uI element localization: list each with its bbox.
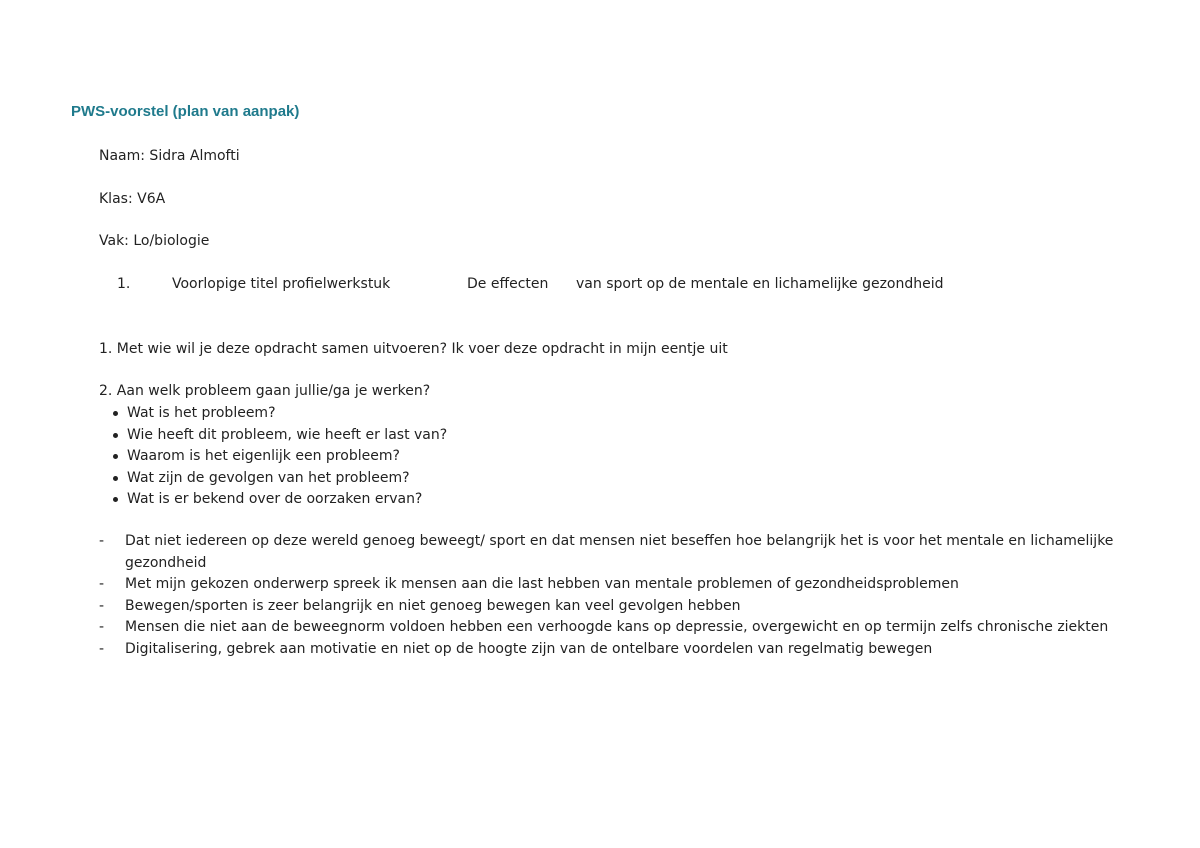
answer-item <box>99 531 1129 574</box>
titel-value-part2: van sport op de mentale en lichamelijke gezondheid <box>576 276 944 292</box>
vak-field: Vak: Lo/biologie <box>99 233 210 249</box>
bullet-text: Wie heeft dit probleem, wie heeft er last van? <box>127 426 448 443</box>
bullet-item <box>113 403 447 425</box>
answer-text: Met mijn gekozen onderwerp spreek ik mensen aan die last hebben van mentale problemen of gezondheidsproblemen <box>125 576 959 592</box>
klas-field: Klas: V6A <box>99 191 166 207</box>
bullet-icon <box>113 497 118 502</box>
answer-list <box>99 531 1129 660</box>
bullet-text: Wat is het probleem? <box>127 405 276 421</box>
dash-marker: - <box>99 576 105 592</box>
bullet-item <box>113 446 447 468</box>
bullet-item <box>113 468 447 490</box>
naam-field: Naam: Sidra Almofti <box>99 148 240 164</box>
answer-text: Mensen die niet aan de beweegnorm voldoen hebben een verhoogde kans op depressie, overgewicht en op termijn zelfs chronische ziekten <box>125 619 1109 635</box>
bullet-icon <box>113 411 118 416</box>
question-bullet-list <box>113 403 447 511</box>
titel-value-part1: De effecten <box>467 276 549 292</box>
answer-item <box>99 639 1129 661</box>
dash-marker: - <box>99 533 105 549</box>
answer-text: Digitalisering, gebrek aan motivatie en niet op de hoogte zijn van de ontelbare voordelen van regelmatig bewegen <box>125 640 933 657</box>
question-2: 2. Aan welk probleem gaan jullie/ga je werken? <box>99 383 431 399</box>
bullet-text: Wat is er bekend over de oorzaken ervan? <box>127 491 423 507</box>
bullet-text: Wat zijn de gevolgen van het probleem? <box>127 469 410 486</box>
document-title: PWS-voorstel (plan van aanpak) <box>71 103 300 120</box>
bullet-item <box>113 489 447 511</box>
dash-marker: - <box>99 640 105 657</box>
dash-marker: - <box>99 597 105 614</box>
titel-label: Voorlopige titel profielwerkstuk <box>172 276 391 292</box>
bullet-icon <box>113 454 118 459</box>
answer-text: Bewegen/sporten is zeer belangrijk en niet genoeg bewegen kan veel gevolgen hebben <box>125 597 741 614</box>
titel-number: 1. <box>117 276 131 292</box>
bullet-item <box>113 425 447 447</box>
answer-item <box>99 617 1129 639</box>
dash-marker: - <box>99 619 105 635</box>
bullet-icon <box>113 433 118 438</box>
answer-item <box>99 574 1129 596</box>
bullet-icon <box>113 476 118 481</box>
question-1: 1. Met wie wil je deze opdracht samen uitvoeren? Ik voer deze opdracht in mijn eentje uit <box>99 341 728 357</box>
answer-text: Dat niet iedereen op deze wereld genoeg beweegt/ sport en dat mensen niet beseffen hoe belangrijk het is voor het mentale en lichamelijke gezondheid <box>125 533 1114 571</box>
bullet-text: Waarom is het eigenlijk een probleem? <box>127 448 400 464</box>
answer-item <box>99 596 1129 618</box>
